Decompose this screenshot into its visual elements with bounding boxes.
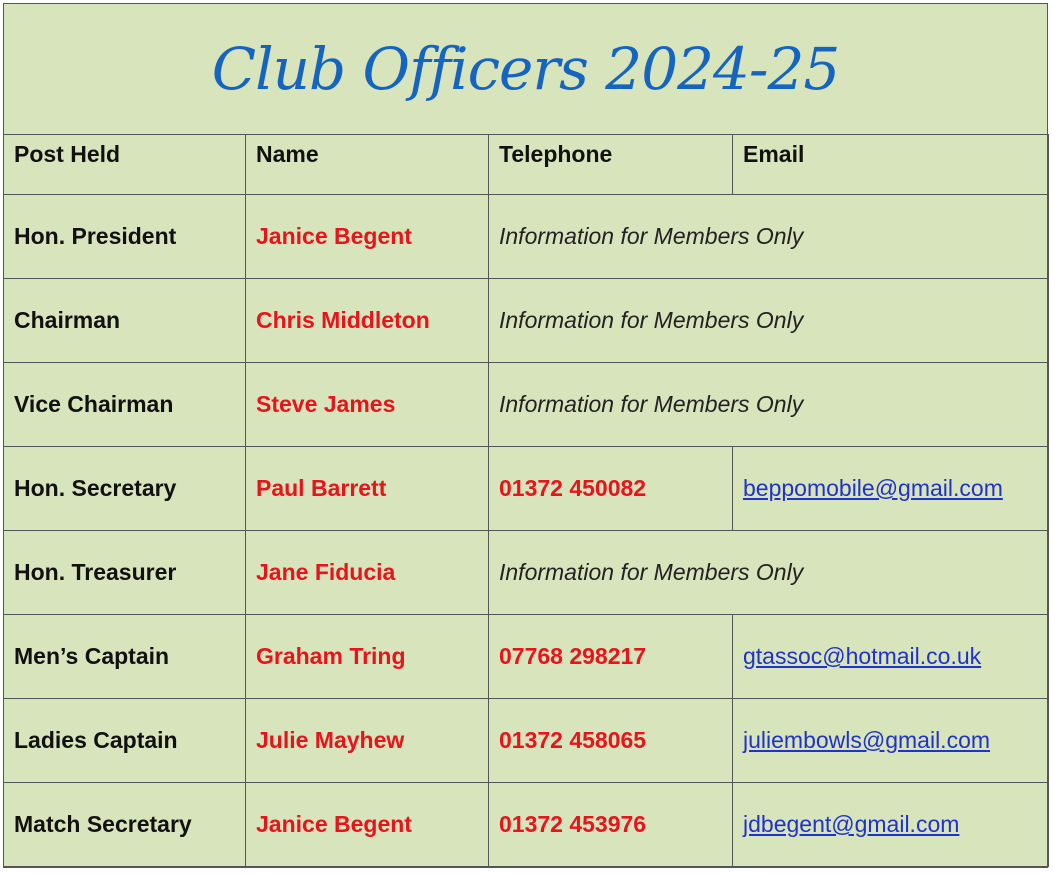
table-row [4,447,1049,531]
table-row [4,531,1049,615]
table-row [4,279,1049,363]
officers-table [3,134,1049,867]
post-cell: Hon. Secretary [4,447,246,531]
members-only-cell: Information for Members Only [489,195,1049,279]
header-post: Post Held [4,135,246,195]
members-only-cell: Information for Members Only [489,363,1049,447]
post-cell: Men’s Captain [4,615,246,699]
email-cell [733,699,1049,783]
email-link[interactable]: gtassoc@hotmail.co.uk [743,643,982,669]
name-cell: Jane Fiducia [246,531,489,615]
table-row [4,615,1049,699]
telephone-cell: 07768 298217 [489,615,733,699]
name-cell: Janice Begent [246,195,489,279]
table-row [4,363,1049,447]
email-cell [733,615,1049,699]
telephone-cell: 01372 458065 [489,699,733,783]
table-row [4,783,1049,867]
post-cell: Hon. Treasurer [4,531,246,615]
telephone-cell: 01372 453976 [489,783,733,867]
telephone-cell: 01372 450082 [489,447,733,531]
name-cell: Graham Tring [246,615,489,699]
header-row [4,135,1049,195]
post-cell: Chairman [4,279,246,363]
members-only-cell: Information for Members Only [489,279,1049,363]
post-cell: Ladies Captain [4,699,246,783]
name-cell: Steve James [246,363,489,447]
email-link[interactable]: jdbegent@gmail.com [743,811,960,837]
name-cell: Paul Barrett [246,447,489,531]
email-link[interactable]: beppomobile@gmail.com [743,475,1003,501]
post-cell: Match Secretary [4,783,246,867]
header-name: Name [246,135,489,195]
name-cell: Julie Mayhew [246,699,489,783]
email-cell [733,447,1049,531]
email-cell [733,783,1049,867]
post-cell: Vice Chairman [4,363,246,447]
page-title: Club Officers 2024-25 [211,35,840,103]
header-email: Email [733,135,1049,195]
table-row [4,699,1049,783]
name-cell: Chris Middleton [246,279,489,363]
name-cell: Janice Begent [246,783,489,867]
header-telephone: Telephone [489,135,733,195]
post-cell: Hon. President [4,195,246,279]
table-row [4,195,1049,279]
email-link[interactable]: juliembowls@gmail.com [743,727,991,753]
officers-sheet [3,3,1048,868]
members-only-cell: Information for Members Only [489,531,1049,615]
